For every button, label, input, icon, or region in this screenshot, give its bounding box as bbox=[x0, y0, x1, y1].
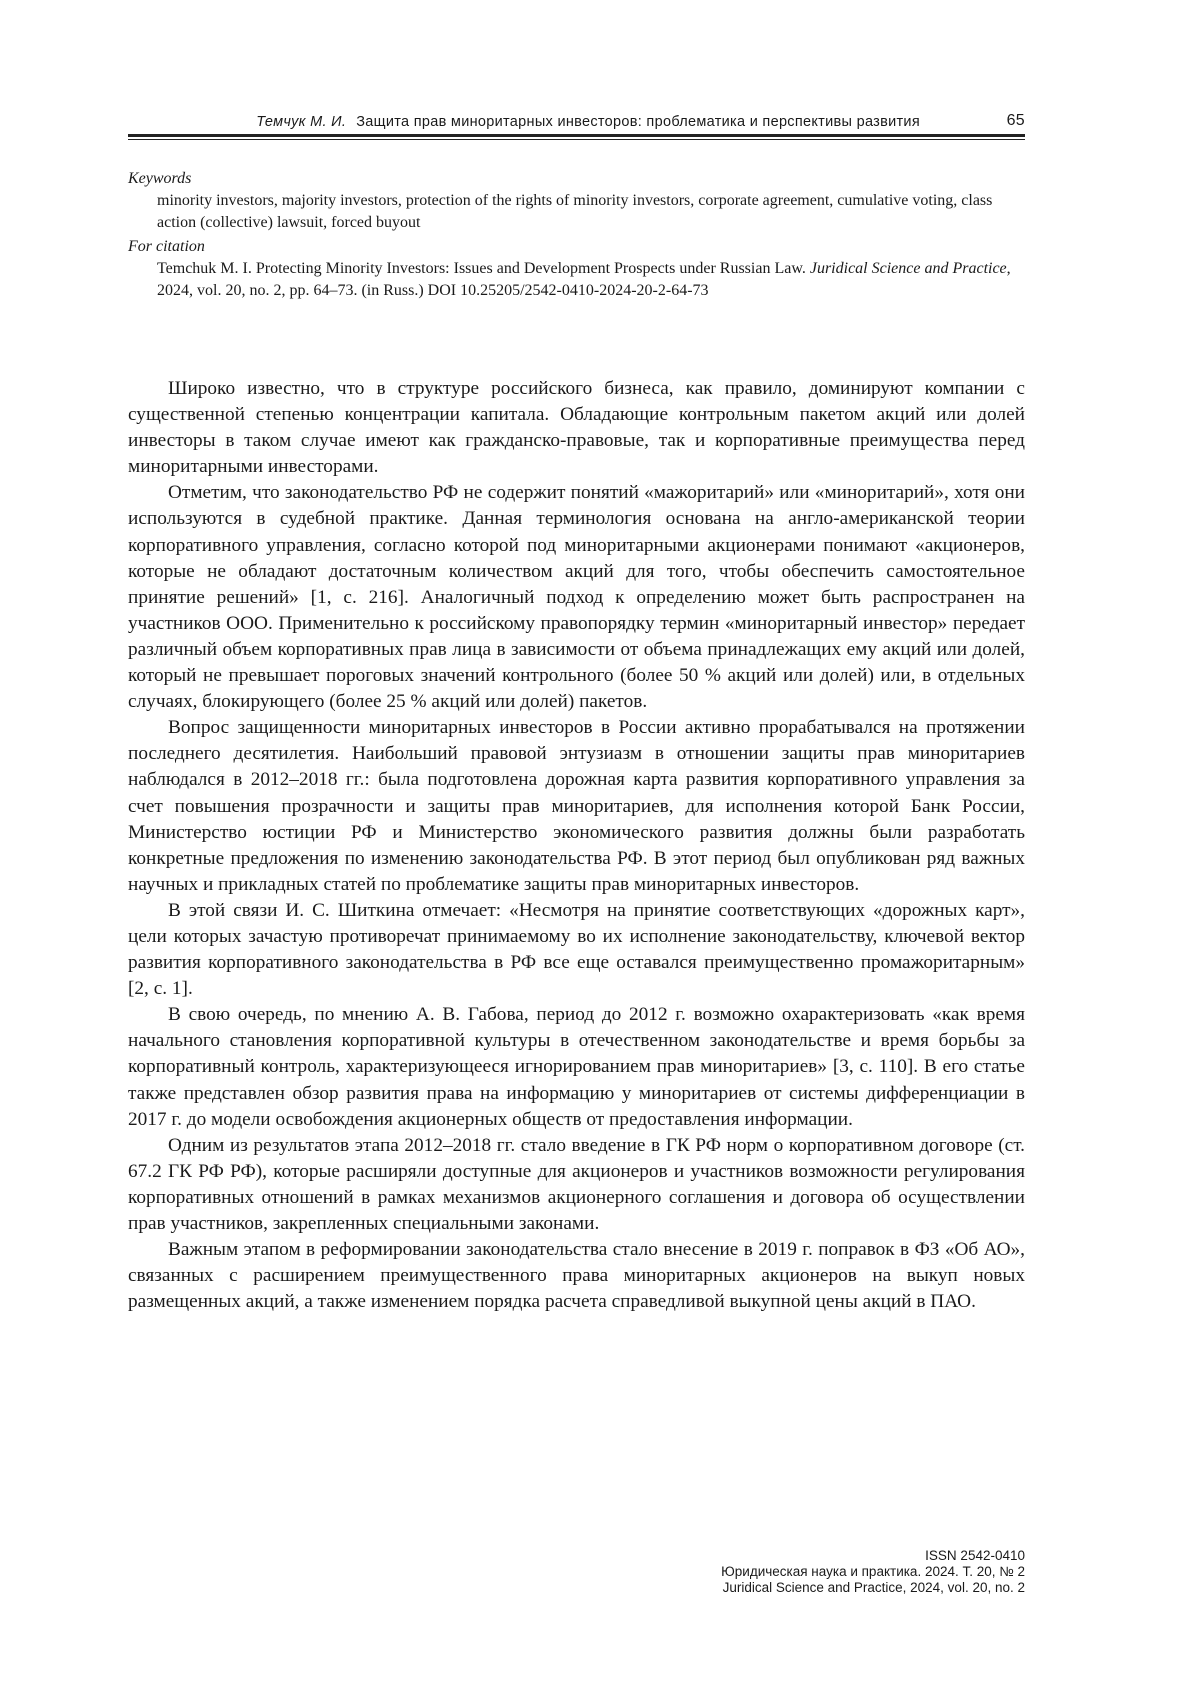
article-metadata bbox=[128, 168, 1025, 302]
citation-text bbox=[128, 258, 1025, 302]
paragraph: Отметим, что законодательство РФ не содержит понятий «мажоритарий» или «миноритарий», хотя они используются в судебной практике. Данная терминология основана на англо-американской теории корпоративного управления, согласно которой под миноритарными акционерами понимают «акционеров, которые не обладают достаточным количеством акций для того, чтобы обеспечить самостоятельное принятие решений» [1, с. 216]. Аналогичный подход к определению может быть распространен на участников ООО. Применительно к российскому правопорядку термин «миноритарный инвестор» передает различный объем корпоративных прав лица в зависимости от объема принадлежащих ему акций или долей, который не превышает пороговых значений контрольного (более 50 % акций или долей) или, в отдельных случаях, блокирующего (более 25 % акций или долей) пакетов. bbox=[128, 482, 1025, 713]
citation-part-2: , 2024, vol. 20, no. 2, pp. 64–73. (in Russ.) DOI 10.25205/2542-0410-2024-20-2-64-73 bbox=[157, 260, 1011, 299]
citation-label: For citation bbox=[128, 238, 205, 255]
citation-journal: Juridical Science and Practice bbox=[809, 260, 1007, 277]
header-author: Темчук М. И. bbox=[256, 114, 347, 130]
paragraph: Широко известно, что в структуре российского бизнеса, как правило, доминируют компании с существенной степенью концентрации капитала. Обладающие контрольным пакетом акций или долей инвесторы в таком случае имеют как гражданско-правовые, так и корпоративные преимущества перед миноритарными инвесторами. bbox=[128, 378, 1025, 478]
running-header bbox=[128, 112, 1025, 136]
header-article-title: Защита прав миноритарных инвесторов: проблематика и перспективы развития bbox=[356, 114, 920, 130]
citation-part-1: Temchuk M. I. Protecting Minority Investors: Issues and Development Prospects under Russian Law. bbox=[157, 260, 810, 277]
page-footer bbox=[721, 1548, 1025, 1596]
paragraph: В этой связи И. С. Шиткина отмечает: «Несмотря на принятие соответствующих «дорожных карт», цели которых зачастую противоречат принимаемому во их исполнение законодательству, ключевой вектор развития корпоративного законодательства в РФ все еще оставался преимущественно промажоритарным» [2, с. 1]. bbox=[128, 899, 1025, 1000]
footer-issn: ISSN 2542-0410 bbox=[925, 1548, 1025, 1563]
paragraph: Вопрос защищенности миноритарных инвесторов в России активно прорабатывался на протяжении последнего десятилетия. Наибольший правовой энтузиазм в отношении защиты прав миноритариев наблюдался в 2012–2018 гг.: была подготовлена дорожная карта развития корпоративного управления за счет повышения прозрачности и защиты прав миноритариев, для исполнения которой Банк России, Министерство юстиции РФ и Министерство экономического развития должны были разработать конкретные предложения по изменению законодательства РФ. В этот период был опубликован ряд важных научных и прикладных статей по проблематике защиты прав миноритарных инвесторов. bbox=[128, 717, 1025, 895]
header-rule-thick bbox=[128, 134, 1025, 137]
paragraph: В свою очередь, по мнению А. В. Габова, период до 2012 г. возможно охарактеризовать «как время начального становления корпоративной культуры в отечественном законодательстве и время борьбы за корпоративный контроль, характеризующееся игнорированием прав миноритариев» [3, с. 110]. В его статье также представлен обзор развития права на информацию у миноритариев от системы дифференциации в 2017 г. до модели освобождения акционерных обществ от предоставления информации. bbox=[128, 1004, 1025, 1130]
footer-journal-en: Juridical Science and Practice, 2024, vol. 20, no. 2 bbox=[722, 1580, 1025, 1595]
keywords-label: Keywords bbox=[128, 170, 192, 187]
keywords-text: minority investors, majority investors, protection of the rights of minority investors, corporate agreement, cumulative voting, class action (collective) lawsuit, forced buyout bbox=[157, 192, 993, 231]
paragraph: Одним из результатов этапа 2012–2018 гг. стало введение в ГК РФ норм о корпоративном договоре (ст. 67.2 ГК РФ РФ), которые расширяли доступные для акционеров и участников возможности регулирования корпоративных отношений в рамках механизмов акционерного соглашения и договора об осуществлении прав участников, закрепленных специальными законами. bbox=[128, 1134, 1025, 1234]
article-body bbox=[128, 376, 1025, 1315]
paragraph: Важным этапом в реформировании законодательства стало внесение в 2019 г. поправок в ФЗ «Об АО», связанных с расширением преимущественного права миноритарных акционеров на выкуп новых размещенных акций, а также изменением порядка расчета справедливой выкупной цены акций в ПАО. bbox=[128, 1239, 1025, 1313]
footer-journal-ru: Юридическая наука и практика. 2024. Т. 20, № 2 bbox=[721, 1564, 1025, 1579]
running-title bbox=[256, 114, 920, 130]
page-number: 65 bbox=[1006, 112, 1025, 129]
header-rule-thin bbox=[128, 139, 1025, 140]
